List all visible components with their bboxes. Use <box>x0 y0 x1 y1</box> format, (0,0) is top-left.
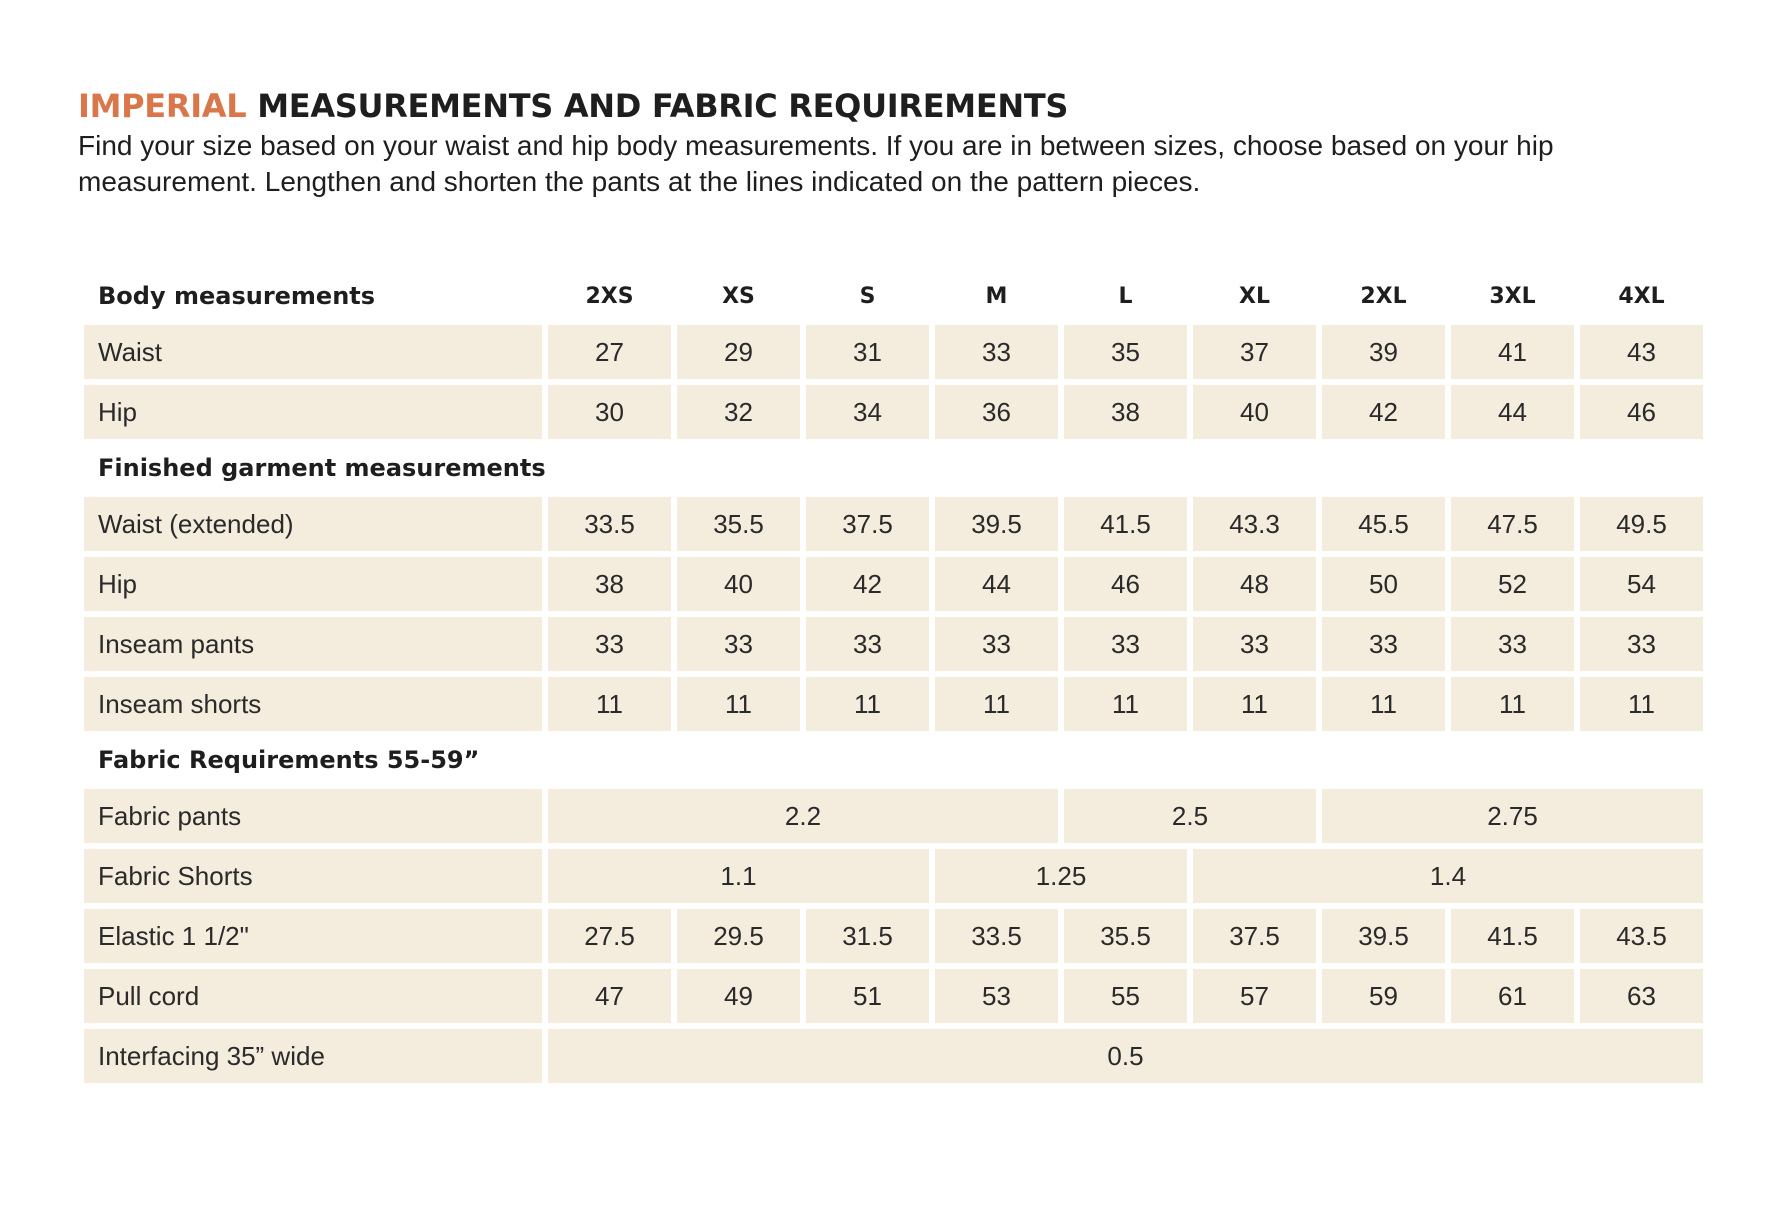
row-label: Waist (extended) <box>84 497 542 551</box>
size-header-m: M <box>985 283 1008 309</box>
value-cell: 34 <box>806 385 929 439</box>
value-cell: 53 <box>935 969 1058 1023</box>
value-cell: 36 <box>935 385 1058 439</box>
value-cell: 2.5 <box>1064 789 1316 843</box>
size-header-3xl: 3XL <box>1489 283 1536 309</box>
value-cell: 40 <box>1193 385 1316 439</box>
value-cell: 33 <box>806 617 929 671</box>
value-cell: 33 <box>1580 617 1703 671</box>
value-cell: 37 <box>1193 325 1316 379</box>
value-cell: 1.25 <box>935 849 1187 903</box>
value-cell: 35.5 <box>677 497 800 551</box>
value-cell: 39.5 <box>935 497 1058 551</box>
value-cell: 48 <box>1193 557 1316 611</box>
value-cell: 45.5 <box>1322 497 1445 551</box>
value-cell: 33 <box>935 325 1058 379</box>
value-cell: 11 <box>806 677 929 731</box>
size-header-xl: XL <box>1239 283 1270 309</box>
row-label: Fabric pants <box>84 789 542 843</box>
value-cell: 33 <box>548 617 671 671</box>
value-cell: 33 <box>935 617 1058 671</box>
value-cell: 43.5 <box>1580 909 1703 963</box>
value-cell: 54 <box>1580 557 1703 611</box>
value-cell: 49 <box>677 969 800 1023</box>
value-cell: 38 <box>1064 385 1187 439</box>
value-cell: 41.5 <box>1451 909 1574 963</box>
value-cell: 59 <box>1322 969 1445 1023</box>
value-cell: 57 <box>1193 969 1316 1023</box>
value-cell: 11 <box>1193 677 1316 731</box>
value-cell: 42 <box>806 557 929 611</box>
section-fabric-requirements: Fabric Requirements 55-59” <box>98 746 480 774</box>
size-chart-table <box>84 270 1703 1086</box>
value-cell: 0.5 <box>548 1029 1703 1083</box>
value-cell: 37.5 <box>806 497 929 551</box>
value-cell: 63 <box>1580 969 1703 1023</box>
value-cell: 11 <box>1064 677 1187 731</box>
value-cell: 11 <box>1451 677 1574 731</box>
size-header-2xl: 2XL <box>1360 283 1407 309</box>
size-header-2xs: 2XS <box>585 283 634 309</box>
value-cell: 55 <box>1064 969 1187 1023</box>
value-cell: 31.5 <box>806 909 929 963</box>
size-header-xs: XS <box>722 283 755 309</box>
value-cell: 33 <box>1451 617 1574 671</box>
row-label: Inseam pants <box>84 617 542 671</box>
value-cell: 1.1 <box>548 849 929 903</box>
value-cell: 33 <box>1064 617 1187 671</box>
value-cell: 49.5 <box>1580 497 1703 551</box>
page-title <box>78 86 1718 126</box>
value-cell: 61 <box>1451 969 1574 1023</box>
size-header-l: L <box>1118 283 1133 309</box>
value-cell: 33.5 <box>548 497 671 551</box>
title-rest: MEASUREMENTS AND FABRIC REQUIREMENTS <box>246 87 1069 125</box>
value-cell: 32 <box>677 385 800 439</box>
value-cell: 33 <box>677 617 800 671</box>
value-cell: 11 <box>677 677 800 731</box>
row-label: Hip <box>84 557 542 611</box>
row-label: Elastic 1 1/2" <box>84 909 542 963</box>
value-cell: 33 <box>1322 617 1445 671</box>
value-cell: 35.5 <box>1064 909 1187 963</box>
value-cell: 2.2 <box>548 789 1058 843</box>
value-cell: 42 <box>1322 385 1445 439</box>
value-cell: 43.3 <box>1193 497 1316 551</box>
row-label: Inseam shorts <box>84 677 542 731</box>
value-cell: 47 <box>548 969 671 1023</box>
value-cell: 41.5 <box>1064 497 1187 551</box>
value-cell: 33 <box>1193 617 1316 671</box>
value-cell: 27.5 <box>548 909 671 963</box>
value-cell: 29.5 <box>677 909 800 963</box>
intro-text: Find your size based on your waist and hip body measurements. If you are in between sizes, choose based on your hip measurement. Lengthen and shorten the pants at the lines indicated on the pattern pieces. <box>78 130 1554 197</box>
value-cell: 11 <box>935 677 1058 731</box>
row-label: Hip <box>84 385 542 439</box>
value-cell: 35 <box>1064 325 1187 379</box>
page-header <box>78 86 1718 200</box>
row-label: Fabric Shorts <box>84 849 542 903</box>
value-cell: 39.5 <box>1322 909 1445 963</box>
size-header-4xl: 4XL <box>1618 283 1665 309</box>
value-cell: 51 <box>806 969 929 1023</box>
row-label: Interfacing 35” wide <box>84 1029 542 1083</box>
row-label: Pull cord <box>84 969 542 1023</box>
value-cell: 33.5 <box>935 909 1058 963</box>
section-body-measurements: Body measurements <box>98 282 376 310</box>
value-cell: 11 <box>1322 677 1445 731</box>
value-cell: 40 <box>677 557 800 611</box>
value-cell: 31 <box>806 325 929 379</box>
value-cell: 46 <box>1064 557 1187 611</box>
row-label: Waist <box>84 325 542 379</box>
value-cell: 47.5 <box>1451 497 1574 551</box>
value-cell: 44 <box>1451 385 1574 439</box>
value-cell: 44 <box>935 557 1058 611</box>
value-cell: 46 <box>1580 385 1703 439</box>
value-cell: 27 <box>548 325 671 379</box>
value-cell: 43 <box>1580 325 1703 379</box>
value-cell: 2.75 <box>1322 789 1703 843</box>
value-cell: 52 <box>1451 557 1574 611</box>
value-cell: 29 <box>677 325 800 379</box>
value-cell: 41 <box>1451 325 1574 379</box>
value-cell: 11 <box>1580 677 1703 731</box>
value-cell: 39 <box>1322 325 1445 379</box>
value-cell: 37.5 <box>1193 909 1316 963</box>
size-header-s: S <box>859 283 876 309</box>
value-cell: 11 <box>548 677 671 731</box>
section-finished-measurements: Finished garment measurements <box>98 454 546 482</box>
title-accent: IMPERIAL <box>78 87 247 125</box>
value-cell: 38 <box>548 557 671 611</box>
value-cell: 30 <box>548 385 671 439</box>
value-cell: 50 <box>1322 557 1445 611</box>
value-cell: 1.4 <box>1193 849 1703 903</box>
